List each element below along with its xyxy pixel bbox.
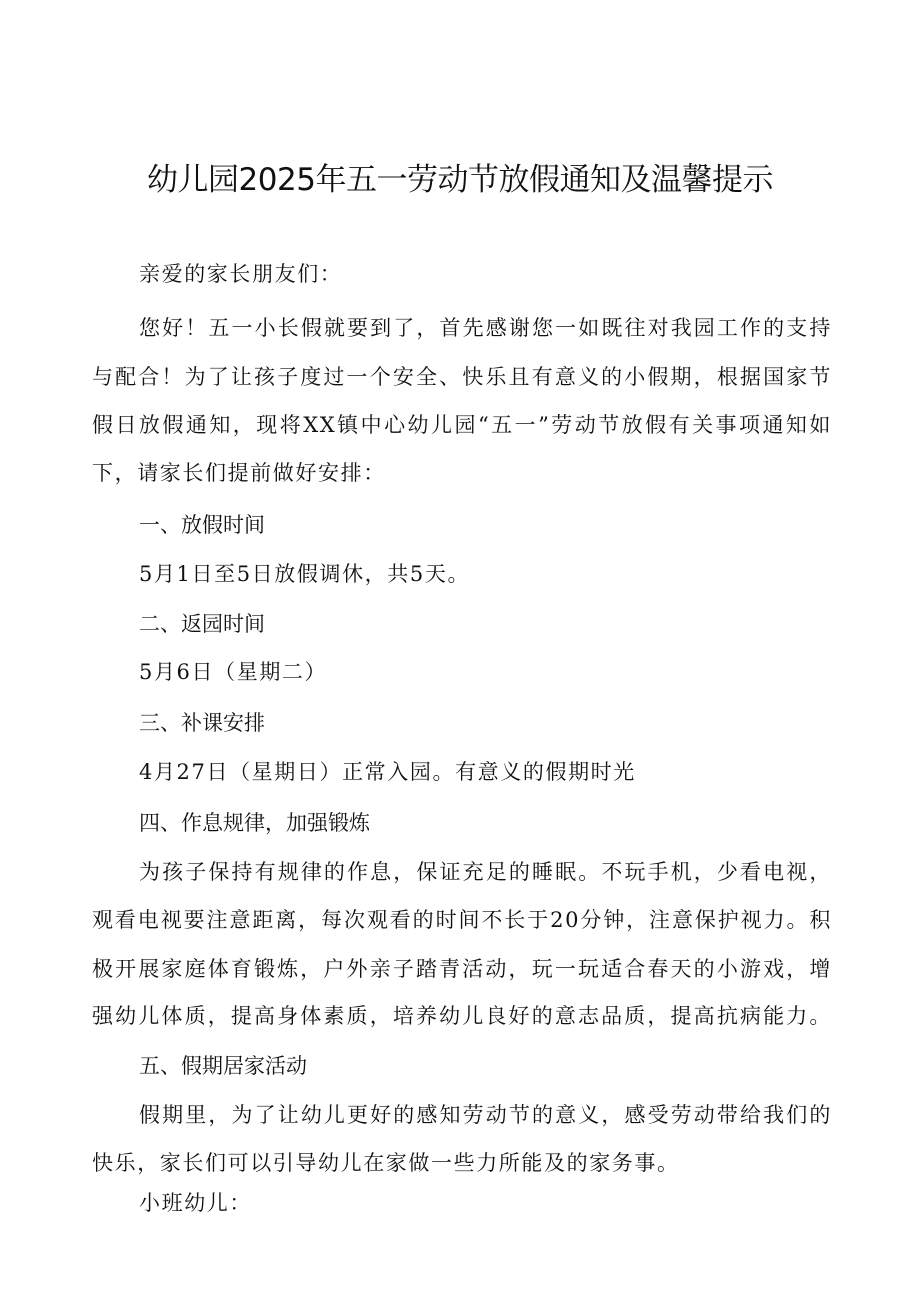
intro-line-3: 假日放假通知，现将XX镇中心幼儿园“五一”劳动节放假有关事项通知如 — [92, 413, 832, 437]
section-4-line-4: 强幼儿体质，提高身体素质，培养幼儿良好的意志品质，提高抗病能力。 — [92, 1004, 832, 1028]
intro-line-2: 与配合！为了让孩子度过一个安全、快乐且有意义的小假期，根据国家节 — [92, 365, 832, 389]
section-heading-5: 五、假期居家活动 — [139, 1054, 307, 1078]
section-4-line-1: 为孩子保持有规律的作息，保证充足的睡眠。不玩手机，少看电视， — [139, 860, 832, 884]
section-5-line-1: 假期里，为了让幼儿更好的感知劳动节的意义，感受劳动带给我们的 — [139, 1103, 832, 1127]
section-5-line-2: 快乐，家长们可以引导幼儿在家做一些力所能及的家务事。 — [92, 1151, 680, 1175]
section-heading-3: 三、补课安排 — [139, 711, 265, 735]
section-heading-2: 二、返园时间 — [139, 612, 265, 636]
section-heading-1: 一、放假时间 — [139, 513, 265, 537]
intro-line-1: 您好！五一小长假就要到了，首先感谢您一如既往对我园工作的支持 — [139, 316, 832, 340]
section-5-line-3: 小班幼儿： — [139, 1191, 252, 1215]
section-heading-4: 四、作息规律，加强锻炼 — [139, 811, 370, 835]
intro-line-4: 下，请家长们提前做好安排： — [92, 461, 386, 485]
section-4-line-3: 极开展家庭体育锻炼，户外亲子踏青活动，玩一玩适合春天的小游戏，增 — [92, 957, 832, 981]
greeting: 亲爱的家长朋友们： — [139, 262, 343, 286]
document-title: 幼儿园2025年五一劳动节放假通知及温馨提示 — [147, 162, 773, 198]
section-4-line-2: 观看电视要注意距离，每次观看的时间不长于20分钟，注意保护视力。积 — [92, 908, 832, 932]
section-2-line-1: 5月6日（星期二） — [139, 660, 328, 684]
section-1-line-1: 5月1日至5日放假调休，共5天。 — [139, 562, 471, 586]
section-3-line-1: 4月27日（星期日）正常入园。有意义的假期时光 — [139, 760, 636, 784]
